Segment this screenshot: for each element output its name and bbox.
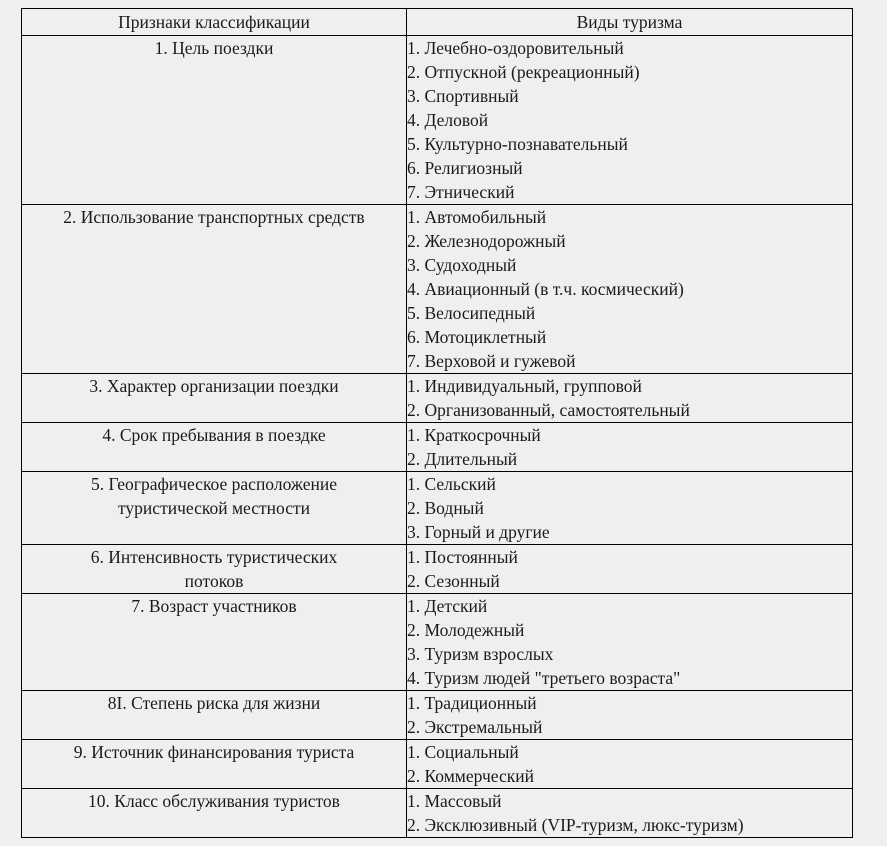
classification-feature-line: 7. Возраст участников — [131, 596, 297, 616]
tourism-kind-item: 1. Традиционный — [407, 693, 537, 713]
tourism-classification-table — [21, 8, 853, 838]
tourism-kind-item: 2. Коммерческий — [407, 766, 534, 786]
classification-feature-cell — [22, 545, 407, 594]
tourism-kind-item: 1. Детский — [407, 596, 488, 616]
tourism-kind-item: 2. Молодежный — [407, 620, 525, 640]
tourism-kind-item: 2. Эксклюзивный (VIP-туризм, люкс-туризм) — [407, 815, 744, 835]
tourism-kind-item: 2. Железнодорожный — [407, 231, 566, 251]
table-row — [22, 740, 853, 789]
classification-feature-line: потоков — [184, 571, 244, 591]
tourism-kinds-cell — [407, 374, 853, 423]
table-body — [22, 36, 853, 838]
tourism-kind-item: 3. Туризм взрослых — [407, 644, 554, 664]
table-header — [22, 9, 853, 36]
column-header-classification-features: Признаки классификации — [22, 9, 407, 36]
table-row — [22, 691, 853, 740]
table-row — [22, 789, 853, 838]
tourism-kind-item: 7. Этнический — [407, 182, 515, 202]
tourism-kind-item: 1. Массовый — [407, 791, 502, 811]
tourism-kind-item: 1. Лечебно-оздоровительный — [407, 38, 624, 58]
tourism-kind-item: 6. Мотоциклетный — [407, 327, 547, 347]
classification-feature-cell — [22, 594, 407, 691]
table-row — [22, 374, 853, 423]
classification-feature-line: 6. Интенсивность туристических — [90, 547, 338, 567]
tourism-kinds-cell — [407, 545, 853, 594]
tourism-kinds-cell — [407, 789, 853, 838]
tourism-kind-item: 6. Религиозный — [407, 158, 523, 178]
table-row — [22, 36, 853, 205]
tourism-kinds-cell — [407, 594, 853, 691]
classification-feature-line: 10. Класс обслуживания туристов — [88, 791, 340, 811]
classification-feature-line: 4. Срок пребывания в поездке — [102, 425, 326, 445]
tourism-kind-item: 1. Сельский — [407, 474, 496, 494]
classification-feature-cell — [22, 205, 407, 374]
classification-feature-line: 8I. Степень риска для жизни — [107, 693, 321, 713]
tourism-kinds-cell — [407, 423, 853, 472]
classification-feature-line: 9. Источник финансирования туриста — [73, 742, 355, 762]
tourism-kinds-cell — [407, 36, 853, 205]
classification-feature-cell — [22, 36, 407, 205]
table-row — [22, 545, 853, 594]
tourism-kind-item: 2. Отпускной (рекреационный) — [407, 62, 640, 82]
tourism-kind-item: 7. Верховой и гужевой — [407, 351, 576, 371]
tourism-kind-item: 4. Деловой — [407, 110, 489, 130]
classification-feature-line: 3. Характер организации поездки — [89, 376, 339, 396]
classification-feature-cell — [22, 472, 407, 545]
tourism-kind-item: 1. Постоянный — [407, 547, 518, 567]
tourism-kind-item: 3. Спортивный — [407, 86, 519, 106]
tourism-kind-item: 1. Автомобильный — [407, 207, 547, 227]
classification-feature-line: 5. Географическое расположение — [90, 474, 338, 494]
tourism-kind-item: 2. Организованный, самостоятельный — [407, 400, 690, 420]
tourism-kinds-cell — [407, 691, 853, 740]
column-header-tourism-kinds: Виды туризма — [407, 9, 853, 36]
classification-feature-cell — [22, 374, 407, 423]
classification-feature-cell — [22, 423, 407, 472]
tourism-kind-item: 2. Длительный — [407, 449, 518, 469]
tourism-kind-item: 4. Туризм людей "третьего возраста" — [407, 668, 681, 688]
tourism-kind-item: 2. Сезонный — [407, 571, 500, 591]
tourism-kinds-cell — [407, 740, 853, 789]
tourism-kind-item: 3. Горный и другие — [407, 522, 550, 542]
classification-feature-line: 1. Цель поездки — [154, 38, 274, 58]
table-row — [22, 205, 853, 374]
classification-feature-cell — [22, 789, 407, 838]
tourism-kind-item: 5. Культурно-познавательный — [407, 134, 628, 154]
tourism-kinds-cell — [407, 205, 853, 374]
tourism-kind-item: 1. Социальный — [407, 742, 519, 762]
tourism-kind-item: 2. Экстремальный — [407, 717, 543, 737]
tourism-kind-item: 2. Водный — [407, 498, 484, 518]
tourism-kind-item: 3. Судоходный — [407, 255, 517, 275]
tourism-kind-item: 5. Велосипедный — [407, 303, 536, 323]
classification-feature-line: туристической местности — [118, 498, 310, 518]
table-row — [22, 423, 853, 472]
tourism-kinds-cell — [407, 472, 853, 545]
tourism-kind-item: 1. Индивидуальный, групповой — [407, 376, 642, 396]
tourism-kind-item: 1. Краткосрочный — [407, 425, 541, 445]
classification-feature-line: 2. Использование транспортных средств — [63, 207, 365, 227]
classification-feature-cell — [22, 691, 407, 740]
tourism-kind-item: 4. Авиационный (в т.ч. космический) — [407, 279, 684, 299]
table-header-row — [22, 9, 853, 36]
classification-feature-cell — [22, 740, 407, 789]
table-row — [22, 472, 853, 545]
table-row — [22, 594, 853, 691]
